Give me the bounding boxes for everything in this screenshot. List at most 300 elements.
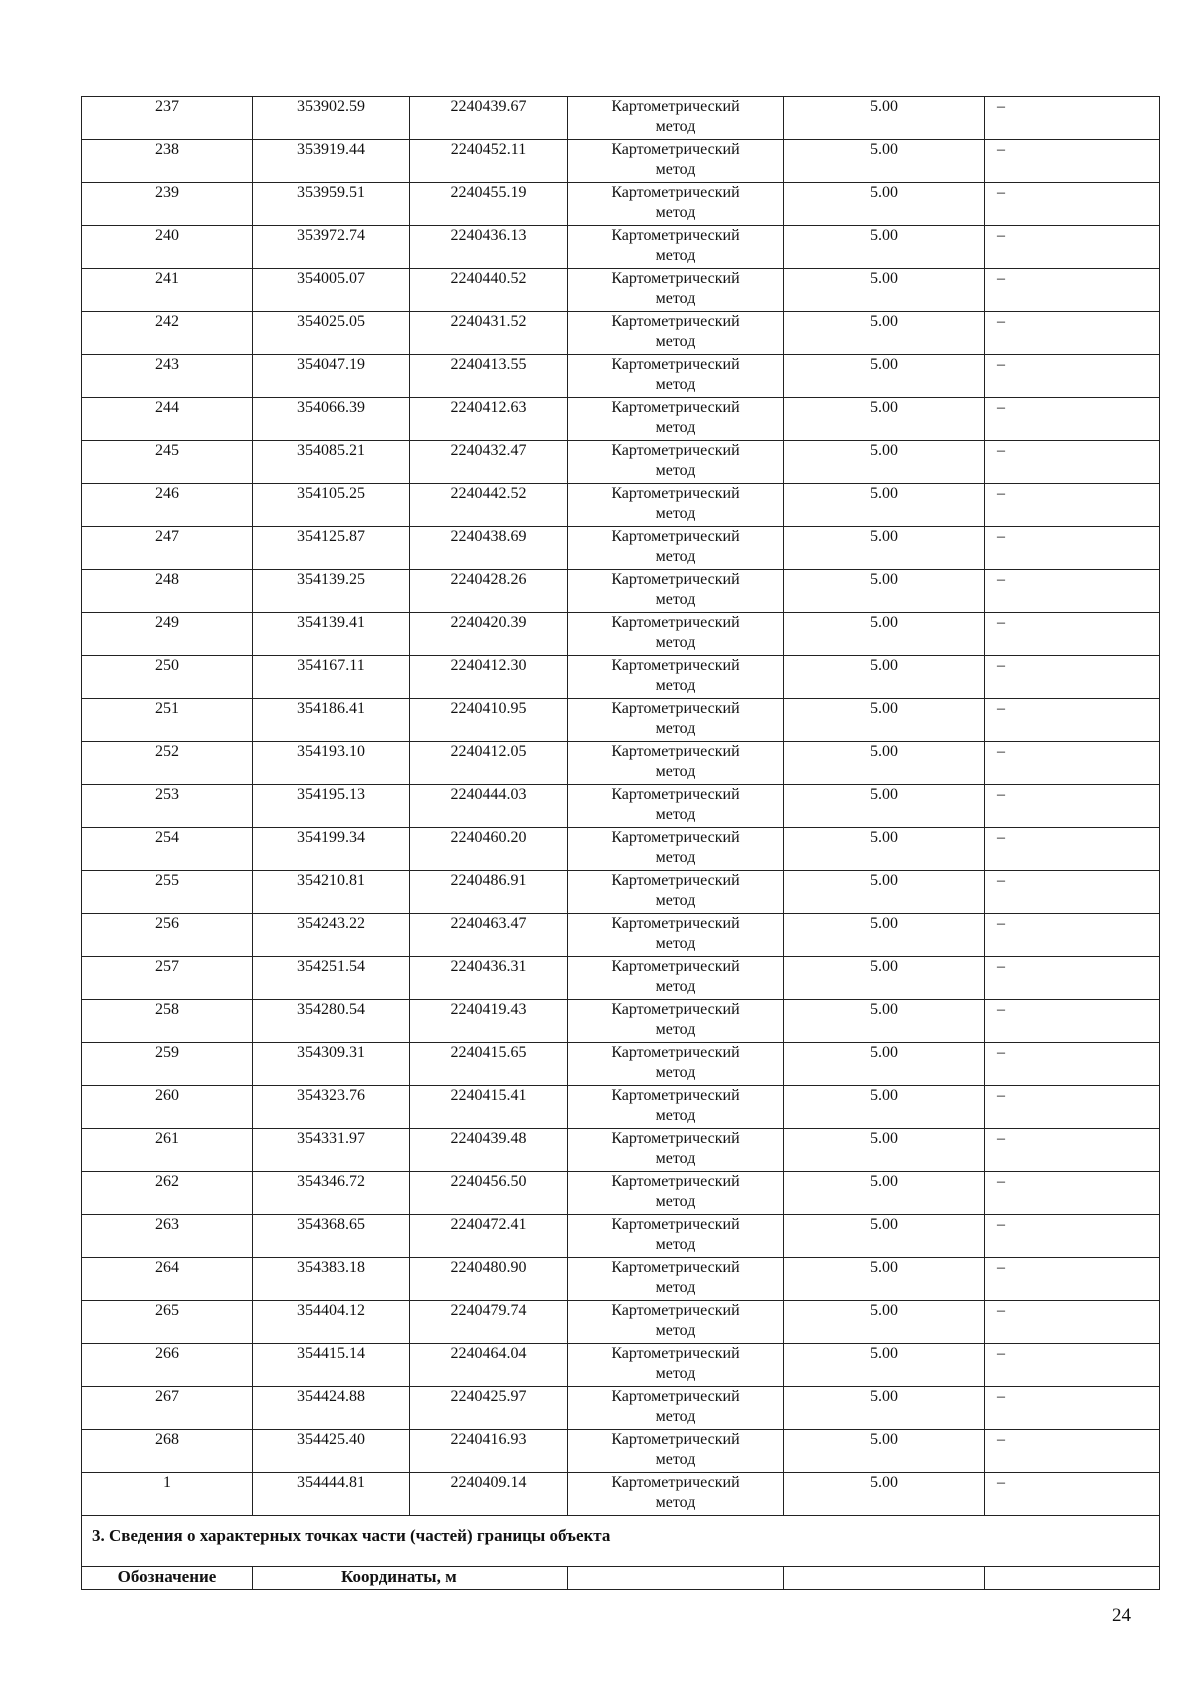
method-line-2: метод xyxy=(655,118,696,135)
x-coordinate-cell: 353972.74 xyxy=(253,226,410,269)
note-cell: – xyxy=(985,1258,1160,1301)
y-coordinate-cell: 2240428.26 xyxy=(410,570,568,613)
table-row xyxy=(82,1129,1160,1172)
method-cell xyxy=(568,699,784,742)
note-cell: – xyxy=(985,785,1160,828)
y-coordinate-cell: 2240444.03 xyxy=(410,785,568,828)
y-coordinate-cell: 2240464.04 xyxy=(410,1344,568,1387)
note-cell: – xyxy=(985,613,1160,656)
method-line-1: Картометрический xyxy=(611,1173,740,1190)
table-row xyxy=(82,957,1160,1000)
table-row xyxy=(82,484,1160,527)
precision-cell: 5.00 xyxy=(784,871,985,914)
y-coordinate-cell: 2240412.63 xyxy=(410,398,568,441)
table-row xyxy=(82,1000,1160,1043)
point-number-cell: 262 xyxy=(82,1172,253,1215)
method-line-1: Картометрический xyxy=(611,227,740,244)
method-cell xyxy=(568,828,784,871)
precision-cell: 5.00 xyxy=(784,1301,985,1344)
method-line-1: Картометрический xyxy=(611,528,740,545)
precision-cell: 5.00 xyxy=(784,398,985,441)
table-row xyxy=(82,355,1160,398)
method-cell xyxy=(568,1086,784,1129)
table-row xyxy=(82,1473,1160,1516)
method-line-2: метод xyxy=(655,290,696,307)
x-coordinate-cell: 353959.51 xyxy=(253,183,410,226)
note-cell: – xyxy=(985,656,1160,699)
y-coordinate-cell: 2240415.41 xyxy=(410,1086,568,1129)
note-cell: – xyxy=(985,828,1160,871)
x-coordinate-cell: 354424.88 xyxy=(253,1387,410,1430)
y-coordinate-cell: 2240413.55 xyxy=(410,355,568,398)
note-cell: – xyxy=(985,441,1160,484)
point-number-cell: 245 xyxy=(82,441,253,484)
method-line-1: Картометрический xyxy=(611,700,740,717)
method-cell xyxy=(568,484,784,527)
y-coordinate-cell: 2240442.52 xyxy=(410,484,568,527)
note-cell: – xyxy=(985,527,1160,570)
method-cell xyxy=(568,355,784,398)
method-line-1: Картометрический xyxy=(611,1259,740,1276)
note-cell: – xyxy=(985,484,1160,527)
method-line-1: Картометрический xyxy=(611,1087,740,1104)
note-cell: – xyxy=(985,1043,1160,1086)
precision-cell: 5.00 xyxy=(784,183,985,226)
point-number-cell: 250 xyxy=(82,656,253,699)
method-line-2: метод xyxy=(655,892,696,909)
table-row xyxy=(82,1344,1160,1387)
empty-header-cell xyxy=(784,1567,985,1590)
x-coordinate-cell: 354425.40 xyxy=(253,1430,410,1473)
point-number-cell: 267 xyxy=(82,1387,253,1430)
table-row xyxy=(82,1043,1160,1086)
point-number-cell: 247 xyxy=(82,527,253,570)
method-cell xyxy=(568,269,784,312)
x-coordinate-cell: 354139.41 xyxy=(253,613,410,656)
method-line-2: метод xyxy=(655,849,696,866)
point-number-cell: 248 xyxy=(82,570,253,613)
method-line-1: Картометрический xyxy=(611,743,740,760)
point-number-cell: 237 xyxy=(82,97,253,140)
method-cell xyxy=(568,1473,784,1516)
point-number-cell: 266 xyxy=(82,1344,253,1387)
y-coordinate-cell: 2240463.47 xyxy=(410,914,568,957)
x-coordinate-cell: 354199.34 xyxy=(253,828,410,871)
method-line-2: метод xyxy=(655,1279,696,1296)
table-row xyxy=(82,1387,1160,1430)
precision-cell: 5.00 xyxy=(784,1473,985,1516)
method-line-2: метод xyxy=(655,1451,696,1468)
table-row xyxy=(82,1215,1160,1258)
x-coordinate-cell: 354139.25 xyxy=(253,570,410,613)
note-cell: – xyxy=(985,183,1160,226)
note-cell: – xyxy=(985,398,1160,441)
y-coordinate-cell: 2240480.90 xyxy=(410,1258,568,1301)
precision-cell: 5.00 xyxy=(784,1000,985,1043)
method-line-1: Картометрический xyxy=(611,1216,740,1233)
method-line-2: метод xyxy=(655,161,696,178)
point-number-cell: 259 xyxy=(82,1043,253,1086)
table-row xyxy=(82,656,1160,699)
precision-cell: 5.00 xyxy=(784,785,985,828)
method-cell xyxy=(568,957,784,1000)
note-cell: – xyxy=(985,1473,1160,1516)
method-line-1: Картометрический xyxy=(611,1474,740,1491)
method-line-2: метод xyxy=(655,591,696,608)
point-number-cell: 252 xyxy=(82,742,253,785)
x-coordinate-cell: 354167.11 xyxy=(253,656,410,699)
point-number-cell: 249 xyxy=(82,613,253,656)
method-line-2: метод xyxy=(655,376,696,393)
method-line-1: Картометрический xyxy=(611,872,740,889)
method-line-1: Картометрический xyxy=(611,958,740,975)
method-line-2: метод xyxy=(655,1150,696,1167)
precision-cell: 5.00 xyxy=(784,957,985,1000)
method-line-1: Картометрический xyxy=(611,98,740,115)
y-coordinate-cell: 2240460.20 xyxy=(410,828,568,871)
method-line-2: метод xyxy=(655,548,696,565)
table-row xyxy=(82,1086,1160,1129)
x-coordinate-cell: 354323.76 xyxy=(253,1086,410,1129)
method-cell xyxy=(568,398,784,441)
precision-cell: 5.00 xyxy=(784,312,985,355)
point-number-cell: 242 xyxy=(82,312,253,355)
x-coordinate-cell: 354415.14 xyxy=(253,1344,410,1387)
note-cell: – xyxy=(985,957,1160,1000)
method-line-1: Картометрический xyxy=(611,399,740,416)
y-coordinate-cell: 2240440.52 xyxy=(410,269,568,312)
table-row xyxy=(82,97,1160,140)
method-cell xyxy=(568,97,784,140)
y-coordinate-cell: 2240479.74 xyxy=(410,1301,568,1344)
method-cell xyxy=(568,1430,784,1473)
method-cell xyxy=(568,441,784,484)
x-coordinate-cell: 354309.31 xyxy=(253,1043,410,1086)
x-coordinate-cell: 354085.21 xyxy=(253,441,410,484)
precision-cell: 5.00 xyxy=(784,914,985,957)
y-coordinate-cell: 2240416.93 xyxy=(410,1430,568,1473)
precision-cell: 5.00 xyxy=(784,1387,985,1430)
note-cell: – xyxy=(985,1000,1160,1043)
y-coordinate-cell: 2240452.11 xyxy=(410,140,568,183)
x-coordinate-cell: 354346.72 xyxy=(253,1172,410,1215)
method-cell xyxy=(568,1258,784,1301)
precision-cell: 5.00 xyxy=(784,1430,985,1473)
method-line-1: Картометрический xyxy=(611,313,740,330)
y-coordinate-cell: 2240436.13 xyxy=(410,226,568,269)
note-cell: – xyxy=(985,269,1160,312)
method-line-2: метод xyxy=(655,419,696,436)
empty-header-cell xyxy=(568,1567,784,1590)
method-line-2: метод xyxy=(655,1494,696,1511)
y-coordinate-cell: 2240436.31 xyxy=(410,957,568,1000)
precision-cell: 5.00 xyxy=(784,1086,985,1129)
y-coordinate-cell: 2240438.69 xyxy=(410,527,568,570)
point-number-cell: 255 xyxy=(82,871,253,914)
precision-cell: 5.00 xyxy=(784,1344,985,1387)
method-line-2: метод xyxy=(655,1193,696,1210)
table-row xyxy=(82,871,1160,914)
method-line-2: метод xyxy=(655,505,696,522)
precision-cell: 5.00 xyxy=(784,742,985,785)
method-line-1: Картометрический xyxy=(611,1345,740,1362)
precision-cell: 5.00 xyxy=(784,1172,985,1215)
method-line-1: Картометрический xyxy=(611,270,740,287)
x-coordinate-cell: 354404.12 xyxy=(253,1301,410,1344)
method-line-2: метод xyxy=(655,1021,696,1038)
note-cell: – xyxy=(985,570,1160,613)
method-cell xyxy=(568,527,784,570)
precision-cell: 5.00 xyxy=(784,527,985,570)
page-number: 24 xyxy=(1112,1605,1131,1626)
section-3-title: 3. Сведения о характерных точках части (частей) границы объекта xyxy=(82,1516,1160,1567)
note-cell: – xyxy=(985,1301,1160,1344)
point-number-cell: 241 xyxy=(82,269,253,312)
method-line-1: Картометрический xyxy=(611,1388,740,1405)
note-cell: – xyxy=(985,914,1160,957)
section-3-row xyxy=(82,1516,1160,1567)
method-line-2: метод xyxy=(655,634,696,651)
table-row xyxy=(82,828,1160,871)
y-coordinate-cell: 2240419.43 xyxy=(410,1000,568,1043)
method-line-2: метод xyxy=(655,247,696,264)
note-cell: – xyxy=(985,226,1160,269)
precision-cell: 5.00 xyxy=(784,355,985,398)
x-coordinate-cell: 354331.97 xyxy=(253,1129,410,1172)
table-row xyxy=(82,785,1160,828)
note-cell: – xyxy=(985,1387,1160,1430)
method-line-2: метод xyxy=(655,204,696,221)
method-line-1: Картометрический xyxy=(611,442,740,459)
point-number-cell: 263 xyxy=(82,1215,253,1258)
table-row xyxy=(82,312,1160,355)
precision-cell: 5.00 xyxy=(784,699,985,742)
method-cell xyxy=(568,183,784,226)
method-line-2: метод xyxy=(655,1322,696,1339)
table-row xyxy=(82,1172,1160,1215)
method-line-1: Картометрический xyxy=(611,1431,740,1448)
method-line-2: метод xyxy=(655,720,696,737)
note-cell: – xyxy=(985,97,1160,140)
method-cell xyxy=(568,1387,784,1430)
note-cell: – xyxy=(985,355,1160,398)
coordinates-header: Координаты, м xyxy=(253,1567,568,1590)
precision-cell: 5.00 xyxy=(784,140,985,183)
point-number-cell: 1 xyxy=(82,1473,253,1516)
point-number-cell: 264 xyxy=(82,1258,253,1301)
empty-header-cell xyxy=(985,1567,1160,1590)
method-line-2: метод xyxy=(655,1236,696,1253)
x-coordinate-cell: 354444.81 xyxy=(253,1473,410,1516)
y-coordinate-cell: 2240409.14 xyxy=(410,1473,568,1516)
precision-cell: 5.00 xyxy=(784,226,985,269)
x-coordinate-cell: 353919.44 xyxy=(253,140,410,183)
table-row xyxy=(82,570,1160,613)
method-cell xyxy=(568,1043,784,1086)
method-cell xyxy=(568,742,784,785)
method-line-1: Картометрический xyxy=(611,1302,740,1319)
note-cell: – xyxy=(985,1172,1160,1215)
x-coordinate-cell: 354193.10 xyxy=(253,742,410,785)
x-coordinate-cell: 354243.22 xyxy=(253,914,410,957)
designation-header: Обозначение xyxy=(82,1567,253,1590)
precision-cell: 5.00 xyxy=(784,97,985,140)
table-row xyxy=(82,527,1160,570)
point-number-cell: 256 xyxy=(82,914,253,957)
method-line-1: Картометрический xyxy=(611,915,740,932)
table-row xyxy=(82,914,1160,957)
method-line-2: метод xyxy=(655,677,696,694)
table-row xyxy=(82,140,1160,183)
point-number-cell: 251 xyxy=(82,699,253,742)
y-coordinate-cell: 2240420.39 xyxy=(410,613,568,656)
x-coordinate-cell: 354186.41 xyxy=(253,699,410,742)
point-number-cell: 238 xyxy=(82,140,253,183)
method-line-2: метод xyxy=(655,1064,696,1081)
note-cell: – xyxy=(985,1344,1160,1387)
precision-cell: 5.00 xyxy=(784,1215,985,1258)
x-coordinate-cell: 354210.81 xyxy=(253,871,410,914)
table-row xyxy=(82,398,1160,441)
y-coordinate-cell: 2240412.30 xyxy=(410,656,568,699)
point-number-cell: 253 xyxy=(82,785,253,828)
precision-cell: 5.00 xyxy=(784,441,985,484)
table-body xyxy=(82,97,1160,1516)
x-coordinate-cell: 354047.19 xyxy=(253,355,410,398)
table-row xyxy=(82,269,1160,312)
x-coordinate-cell: 354251.54 xyxy=(253,957,410,1000)
method-line-1: Картометрический xyxy=(611,614,740,631)
method-line-1: Картометрический xyxy=(611,829,740,846)
table-row xyxy=(82,1430,1160,1473)
table-row xyxy=(82,183,1160,226)
method-line-1: Картометрический xyxy=(611,786,740,803)
y-coordinate-cell: 2240431.52 xyxy=(410,312,568,355)
table-row xyxy=(82,1258,1160,1301)
method-cell xyxy=(568,1344,784,1387)
method-cell xyxy=(568,656,784,699)
method-line-2: метод xyxy=(655,763,696,780)
precision-cell: 5.00 xyxy=(784,828,985,871)
method-line-2: метод xyxy=(655,1408,696,1425)
point-number-cell: 246 xyxy=(82,484,253,527)
boundary-points-table xyxy=(81,96,1160,1590)
note-cell: – xyxy=(985,1086,1160,1129)
method-line-2: метод xyxy=(655,806,696,823)
method-line-1: Картометрический xyxy=(611,141,740,158)
method-cell xyxy=(568,613,784,656)
note-cell: – xyxy=(985,699,1160,742)
y-coordinate-cell: 2240472.41 xyxy=(410,1215,568,1258)
point-number-cell: 261 xyxy=(82,1129,253,1172)
x-coordinate-cell: 354383.18 xyxy=(253,1258,410,1301)
y-coordinate-cell: 2240415.65 xyxy=(410,1043,568,1086)
method-line-1: Картометрический xyxy=(611,184,740,201)
method-line-1: Картометрический xyxy=(611,1130,740,1147)
method-cell xyxy=(568,1301,784,1344)
precision-cell: 5.00 xyxy=(784,656,985,699)
method-line-1: Картометрический xyxy=(611,485,740,502)
method-cell xyxy=(568,871,784,914)
method-cell xyxy=(568,1215,784,1258)
note-cell: – xyxy=(985,1215,1160,1258)
y-coordinate-cell: 2240455.19 xyxy=(410,183,568,226)
method-cell xyxy=(568,226,784,269)
x-coordinate-cell: 354066.39 xyxy=(253,398,410,441)
method-cell xyxy=(568,312,784,355)
method-line-2: метод xyxy=(655,978,696,995)
point-number-cell: 243 xyxy=(82,355,253,398)
method-line-2: метод xyxy=(655,935,696,952)
y-coordinate-cell: 2240486.91 xyxy=(410,871,568,914)
table-row xyxy=(82,226,1160,269)
y-coordinate-cell: 2240412.05 xyxy=(410,742,568,785)
method-cell xyxy=(568,1000,784,1043)
point-number-cell: 258 xyxy=(82,1000,253,1043)
precision-cell: 5.00 xyxy=(784,613,985,656)
y-coordinate-cell: 2240410.95 xyxy=(410,699,568,742)
note-cell: – xyxy=(985,742,1160,785)
method-line-1: Картометрический xyxy=(611,657,740,674)
precision-cell: 5.00 xyxy=(784,570,985,613)
precision-cell: 5.00 xyxy=(784,484,985,527)
note-cell: – xyxy=(985,1430,1160,1473)
method-line-2: метод xyxy=(655,1107,696,1124)
point-number-cell: 239 xyxy=(82,183,253,226)
x-coordinate-cell: 354368.65 xyxy=(253,1215,410,1258)
method-line-1: Картометрический xyxy=(611,1044,740,1061)
x-coordinate-cell: 354195.13 xyxy=(253,785,410,828)
method-cell xyxy=(568,570,784,613)
method-cell xyxy=(568,914,784,957)
method-line-2: метод xyxy=(655,333,696,350)
method-line-2: метод xyxy=(655,462,696,479)
x-coordinate-cell: 353902.59 xyxy=(253,97,410,140)
method-line-1: Картометрический xyxy=(611,571,740,588)
point-number-cell: 260 xyxy=(82,1086,253,1129)
point-number-cell: 240 xyxy=(82,226,253,269)
method-line-1: Картометрический xyxy=(611,356,740,373)
note-cell: – xyxy=(985,1129,1160,1172)
precision-cell: 5.00 xyxy=(784,1129,985,1172)
x-coordinate-cell: 354025.05 xyxy=(253,312,410,355)
table-row xyxy=(82,699,1160,742)
method-line-1: Картометрический xyxy=(611,1001,740,1018)
y-coordinate-cell: 2240456.50 xyxy=(410,1172,568,1215)
point-number-cell: 265 xyxy=(82,1301,253,1344)
point-number-cell: 244 xyxy=(82,398,253,441)
table-row xyxy=(82,441,1160,484)
method-cell xyxy=(568,785,784,828)
method-cell xyxy=(568,140,784,183)
x-coordinate-cell: 354005.07 xyxy=(253,269,410,312)
y-coordinate-cell: 2240425.97 xyxy=(410,1387,568,1430)
precision-cell: 5.00 xyxy=(784,269,985,312)
point-number-cell: 257 xyxy=(82,957,253,1000)
method-cell xyxy=(568,1129,784,1172)
method-line-2: метод xyxy=(655,1365,696,1382)
x-coordinate-cell: 354280.54 xyxy=(253,1000,410,1043)
precision-cell: 5.00 xyxy=(784,1258,985,1301)
x-coordinate-cell: 354125.87 xyxy=(253,527,410,570)
table-row xyxy=(82,742,1160,785)
precision-cell: 5.00 xyxy=(784,1043,985,1086)
y-coordinate-cell: 2240439.48 xyxy=(410,1129,568,1172)
table-row xyxy=(82,613,1160,656)
y-coordinate-cell: 2240432.47 xyxy=(410,441,568,484)
point-number-cell: 254 xyxy=(82,828,253,871)
x-coordinate-cell: 354105.25 xyxy=(253,484,410,527)
